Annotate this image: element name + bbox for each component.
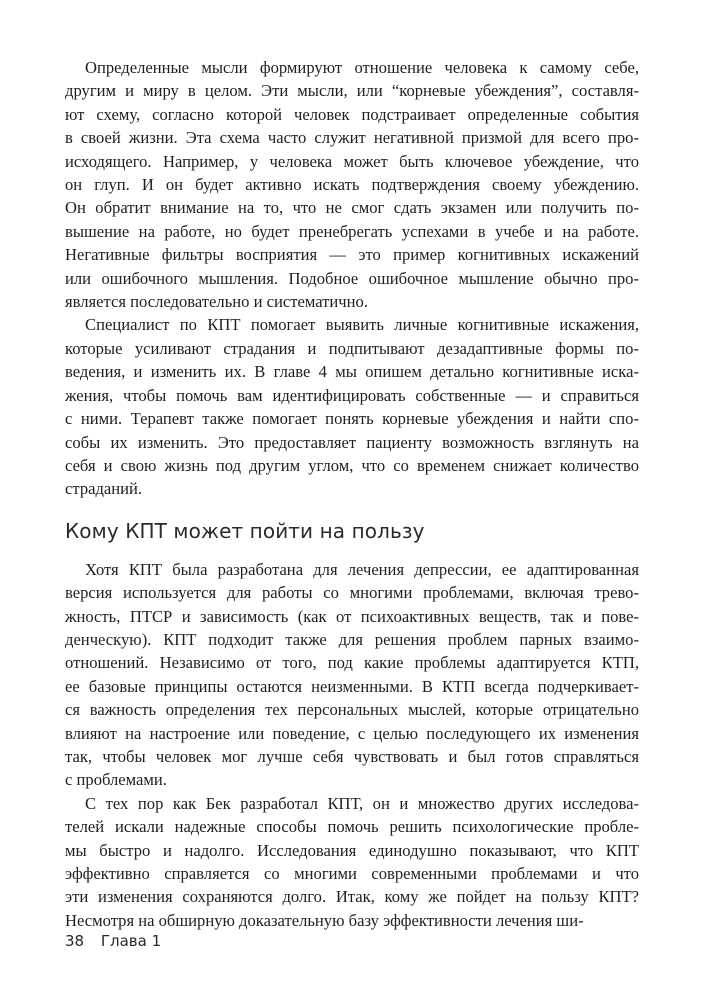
text-line: себя и свою жизнь под другим углом, что со временем снижает количество: [65, 455, 639, 475]
text-line: влияют на настроение или поведение, с целью последующего их изменения: [65, 723, 639, 743]
text-line: отношений. Независимо от того, под какие проблемы адаптируется КТП,: [65, 653, 639, 673]
text-line: страданий.: [65, 479, 143, 499]
text-line: в своей жизни. Эта схема часто служит негативной призмой для всего про-: [65, 128, 639, 148]
section-who-benefits: [65, 558, 639, 933]
text-line: Хотя КПТ была разработана для лечения депрессии, ее адаптированная: [85, 559, 639, 579]
text-line: ведения, и изменить их. В главе 4 мы опишем детально когнитивные иска-: [65, 362, 639, 382]
text-line: версия используется для работы со многими проблемами, включая трево-: [65, 583, 639, 603]
text-line: он глуп. И он будет активно искать подтверждения своему убеждению.: [65, 175, 639, 195]
text-line: является последовательно и систематично.: [65, 292, 368, 312]
text-line: с проблемами.: [65, 770, 167, 790]
page-footer: [65, 932, 173, 950]
text-line: С тех пор как Бек разработал КПТ, он и множество других исследова-: [85, 793, 639, 813]
text-line: другим и миру в целом. Эти мысли, или “корневые убеждения”, составля-: [65, 81, 639, 101]
text-line: Негативные фильтры восприятия — это пример когнитивных искажений: [65, 245, 639, 265]
text-line: жения, чтобы помочь вам идентифицировать собственные — и справиться: [65, 385, 639, 405]
paragraph: [65, 792, 639, 932]
section-heading: Кому КПТ может пойти на пользу: [65, 518, 425, 543]
text-line: исходящего. Например, у человека может быть ключевое убеждение, что: [65, 151, 639, 171]
text-line: мы быстро и надолго. Исследования единодушно показывают, что КПТ: [65, 840, 639, 860]
paragraph: [65, 313, 639, 500]
text-line: эти изменения сохраняются долго. Итак, кому же пойдет на пользу КПТ?: [65, 887, 639, 907]
chapter-label: Глава 1: [100, 932, 162, 950]
text-line: Он обратит внимание на то, что не смог сдать экзамен или получить по-: [65, 198, 639, 218]
text-line: Специалист по КПТ помогает выявить личные когнитивные искажения,: [85, 315, 639, 335]
text-line: или ошибочного мышления. Подобное ошибочное мышление обычно про-: [65, 268, 639, 288]
section-intro: [65, 56, 639, 501]
text-line: денческую). КПТ подходит также для решения проблем парных взаимо-: [65, 629, 639, 649]
text-line: эффективно справляется со многими современными проблемами и что: [65, 864, 639, 883]
text-line: ее базовые принципы остаются неизменными. В КТП всегда подчеркивает-: [65, 676, 639, 696]
text-line: жность, ПТСР и зависимость (как от психоактивных веществ, так и пове-: [65, 606, 639, 626]
paragraph: [65, 56, 639, 313]
text-line: телей искали надежные способы помочь решить психологические пробле-: [65, 817, 639, 837]
text-line: так, чтобы человек мог лучше себя чувствовать и был готов справляться: [65, 746, 639, 766]
text-line: Несмотря на обширную доказательную базу эффективности лечения ши-: [65, 910, 584, 930]
page-body: [65, 56, 639, 932]
text-line: вышение на работе, но будет пренебрегать успехами в учебе и на работе.: [65, 221, 639, 241]
page-number: 38: [65, 932, 85, 950]
paragraph: [65, 558, 639, 792]
text-line: которые усиливают страдания и подпитывают дезадаптивные формы по-: [65, 338, 639, 358]
text-line: собы их изменить. Это предоставляет пациенту возможность взглянуть на: [65, 432, 639, 452]
text-line: ют схему, согласно которой человек подстраивает определенные события: [65, 104, 639, 124]
text-line: ся важность определения тех персональных мыслей, которые отрицательно: [65, 700, 639, 720]
text-line: Определенные мысли формируют отношение человека к самому себе,: [85, 58, 639, 77]
text-line: с ними. Терапевт также помогает понять корневые убеждения и найти спо-: [65, 409, 639, 429]
